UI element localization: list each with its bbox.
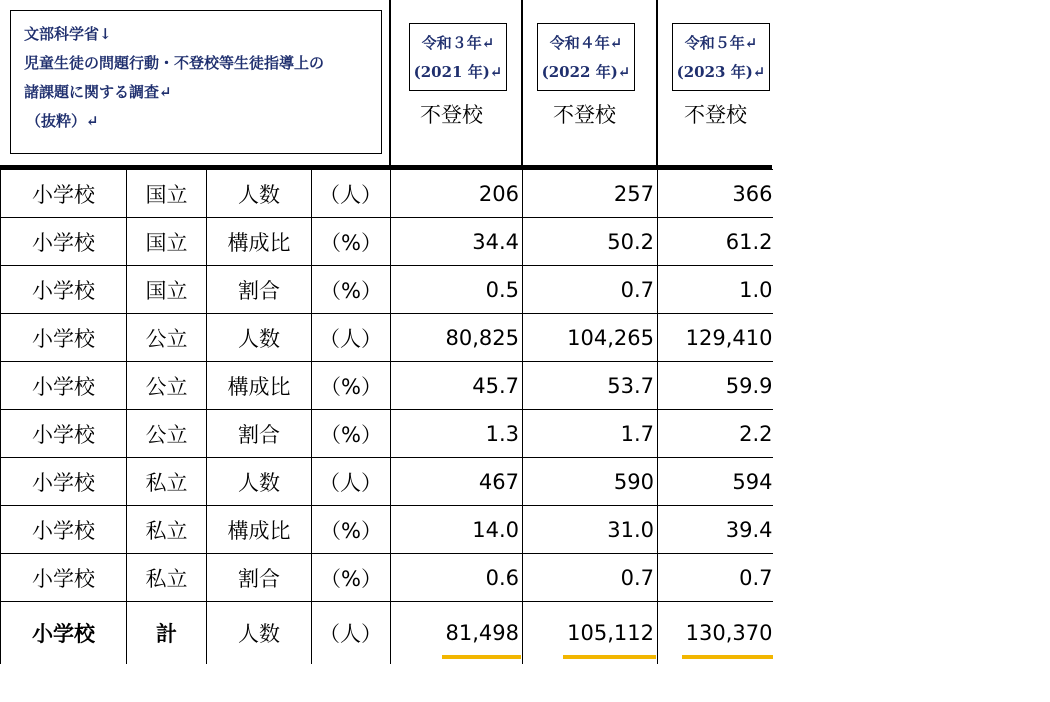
cell-item: 割合 [207, 266, 312, 314]
cell-item: 割合 [207, 410, 312, 458]
cell-year-2023: 594 [658, 458, 773, 506]
cell-type: 公立 [127, 314, 207, 362]
cell-value: 130,370 [686, 621, 773, 645]
year-box-2021 [409, 23, 507, 91]
cell-type: 私立 [127, 458, 207, 506]
year-ad: (2021 年)↵ [413, 63, 503, 81]
cell-type: 私立 [127, 554, 207, 602]
divider [521, 0, 523, 168]
cell-type: 国立 [127, 218, 207, 266]
cell-school: 小学校 [1, 458, 127, 506]
cell-year-2022: 257 [523, 170, 658, 218]
year-jp: 令和５年↵ [684, 34, 758, 52]
table-row [1, 458, 773, 506]
cell-item: 人数 [207, 458, 312, 506]
cell-school: 小学校 [1, 410, 127, 458]
year-box-2023 [672, 23, 770, 91]
year-jp: 令和４年↵ [549, 34, 623, 52]
cell-item: 人数 [207, 602, 312, 665]
cell-unit: （%） [312, 266, 391, 314]
table-row [1, 266, 773, 314]
cell-item: 割合 [207, 554, 312, 602]
cell-unit: （人） [312, 602, 391, 665]
table-row [1, 314, 773, 362]
cell-year-2022: 50.2 [523, 218, 658, 266]
cell-year-2023: 366 [658, 170, 773, 218]
cell-year-2021: 467 [391, 458, 523, 506]
cell-unit: （人） [312, 458, 391, 506]
cell-year-2022: 0.7 [523, 554, 658, 602]
cell-unit: （人） [312, 170, 391, 218]
cell-year-2022: 1.7 [523, 410, 658, 458]
divider [389, 0, 391, 168]
cell-year-2022: 590 [523, 458, 658, 506]
cell-school: 小学校 [1, 602, 127, 665]
cell-unit: （%） [312, 218, 391, 266]
cell-year-2021: 1.3 [391, 410, 523, 458]
year-ad: (2022 年)↵ [541, 63, 631, 81]
cell-school: 小学校 [1, 554, 127, 602]
cell-value: 81,498 [446, 621, 519, 645]
divider [656, 0, 658, 168]
title-line-1: 文部科学省↓ [24, 25, 112, 43]
column-label-2022: 不登校 [553, 103, 616, 127]
cell-year-2023: 39.4 [658, 506, 773, 554]
table-row [1, 170, 773, 218]
cell-item: 構成比 [207, 506, 312, 554]
table-header [0, 0, 772, 168]
cell-school: 小学校 [1, 218, 127, 266]
table-row [1, 554, 773, 602]
cell-item: 構成比 [207, 218, 312, 266]
cell-year-2021 [391, 602, 523, 665]
cell-school: 小学校 [1, 170, 127, 218]
cell-year-2022: 53.7 [523, 362, 658, 410]
cell-unit: （%） [312, 362, 391, 410]
cell-unit: （人） [312, 314, 391, 362]
cell-type: 国立 [127, 266, 207, 314]
year-ad: (2023 年)↵ [676, 63, 766, 81]
table-row [1, 602, 773, 665]
table-row [1, 410, 773, 458]
year-jp: 令和３年↵ [421, 34, 495, 52]
cell-item: 人数 [207, 170, 312, 218]
cell-year-2023: 61.2 [658, 218, 773, 266]
year-box-2022 [537, 23, 635, 91]
title-line-2: 児童生徒の問題行動・不登校等生徒指導上の [24, 54, 325, 72]
title-line-4: （抜粋）↵ [26, 112, 99, 130]
cell-school: 小学校 [1, 314, 127, 362]
cell-year-2023: 0.7 [658, 554, 773, 602]
title-line-3: 諸課題に関する調査↵ [24, 83, 172, 101]
column-label-2021: 不登校 [420, 103, 483, 127]
cell-unit: （%） [312, 554, 391, 602]
cell-year-2021: 0.5 [391, 266, 523, 314]
total-underline [442, 655, 521, 659]
cell-year-2023: 2.2 [658, 410, 773, 458]
cell-year-2021: 206 [391, 170, 523, 218]
data-table [0, 169, 773, 664]
cell-year-2023: 129,410 [658, 314, 773, 362]
cell-school: 小学校 [1, 362, 127, 410]
cell-school: 小学校 [1, 506, 127, 554]
cell-year-2022 [523, 602, 658, 665]
column-label-2023: 不登校 [684, 103, 747, 127]
cell-type: 公立 [127, 410, 207, 458]
cell-year-2021: 34.4 [391, 218, 523, 266]
cell-year-2022: 31.0 [523, 506, 658, 554]
cell-year-2021: 0.6 [391, 554, 523, 602]
cell-year-2023: 59.9 [658, 362, 773, 410]
cell-type: 私立 [127, 506, 207, 554]
cell-type: 計 [127, 602, 207, 665]
cell-year-2022: 0.7 [523, 266, 658, 314]
cell-item: 構成比 [207, 362, 312, 410]
table-row [1, 362, 773, 410]
cell-unit: （%） [312, 506, 391, 554]
cell-school: 小学校 [1, 266, 127, 314]
cell-year-2021: 45.7 [391, 362, 523, 410]
total-underline [563, 655, 656, 659]
cell-value: 105,112 [567, 621, 654, 645]
cell-type: 国立 [127, 170, 207, 218]
cell-year-2022: 104,265 [523, 314, 658, 362]
table-row [1, 506, 773, 554]
cell-year-2023: 1.0 [658, 266, 773, 314]
cell-unit: （%） [312, 410, 391, 458]
cell-year-2021: 14.0 [391, 506, 523, 554]
total-underline [682, 655, 773, 659]
cell-year-2021: 80,825 [391, 314, 523, 362]
cell-year-2023 [658, 602, 773, 665]
cell-type: 公立 [127, 362, 207, 410]
cell-item: 人数 [207, 314, 312, 362]
title-box [10, 10, 382, 154]
table-row [1, 218, 773, 266]
